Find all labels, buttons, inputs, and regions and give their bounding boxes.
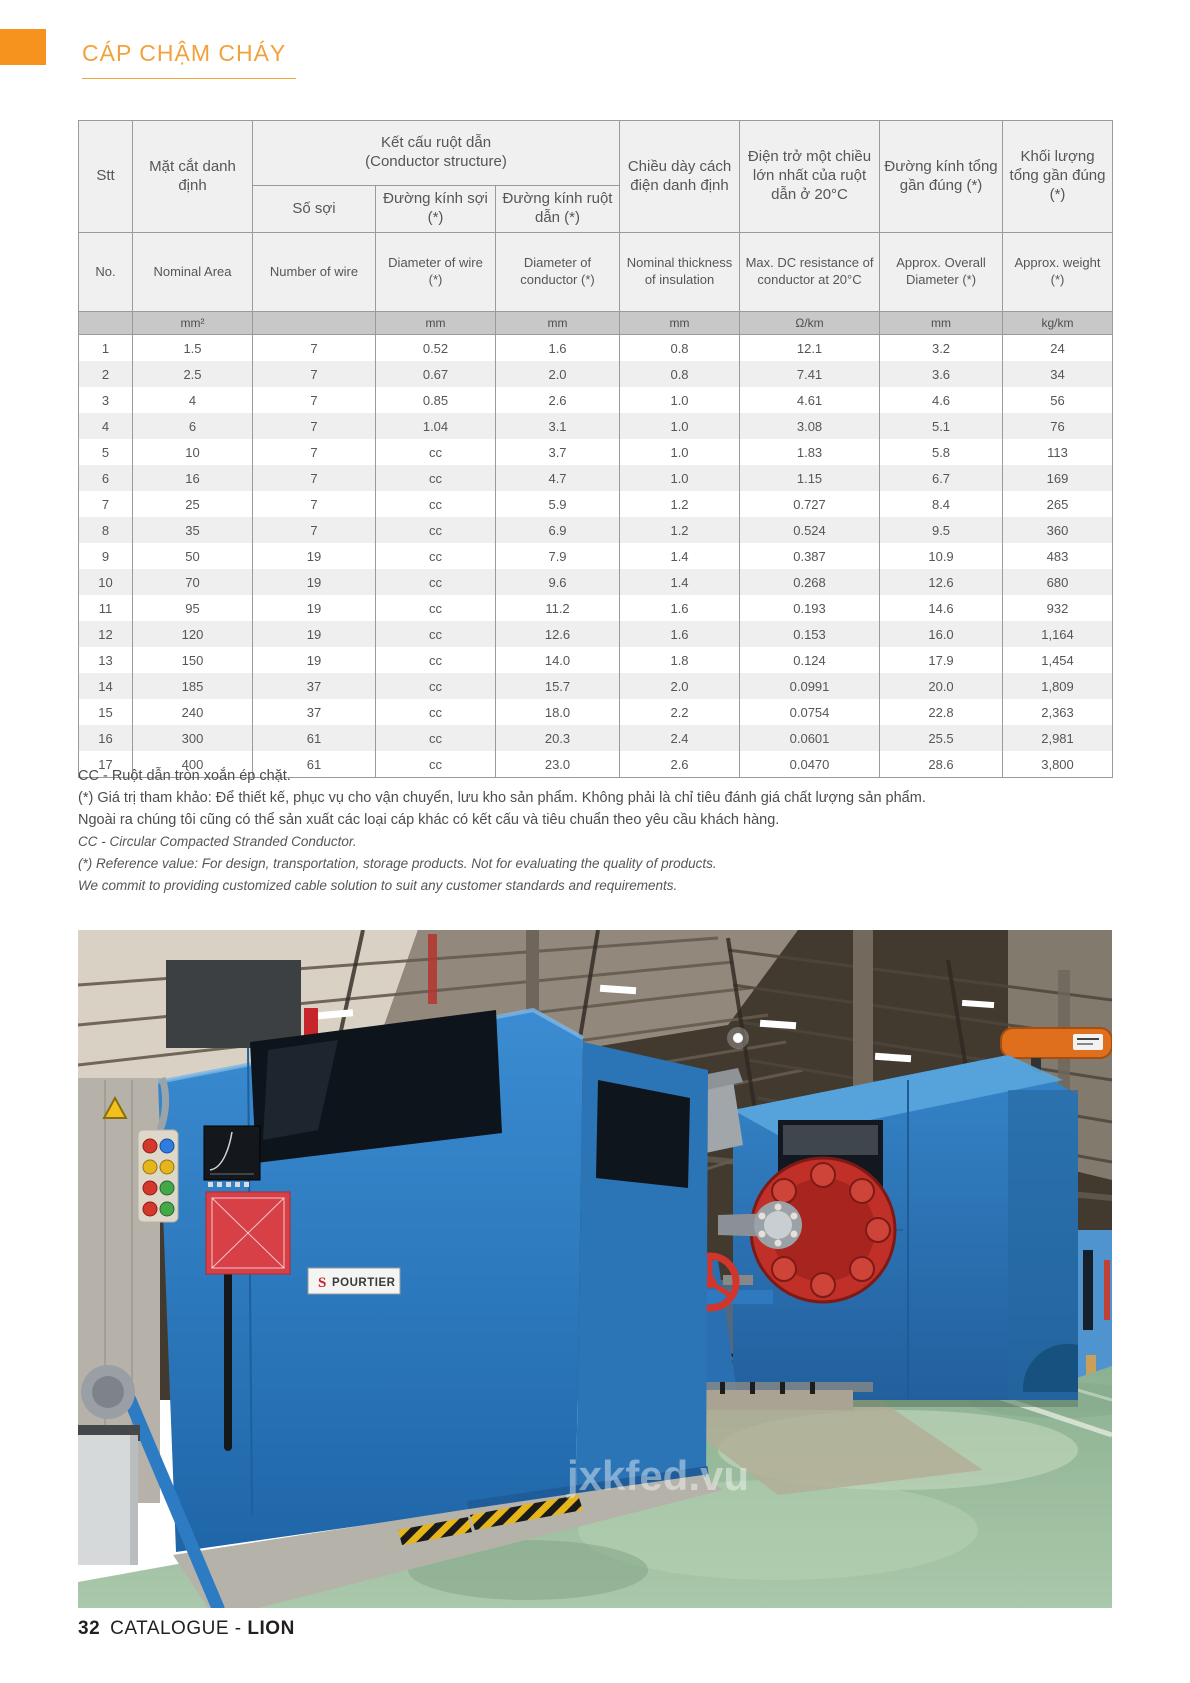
note-en-3: We commit to providing customized cable solution to suit any customer standards and requirements. [78,878,678,893]
table-cell: 185 [133,673,253,699]
table-cell: 0.268 [740,569,880,595]
table-cell: Nominal thickness of insulation [620,233,740,312]
note-vn-1: CC - Ruột dẫn tròn xoắn ép chặt. [78,768,291,784]
table-cell: 300 [133,725,253,751]
ket-cau-en: (Conductor structure) [365,153,507,170]
col-header-chieu-day: Chiều dày cách điện danh định [620,121,740,233]
table-cell: 1.4 [620,569,740,595]
table-cell: 1.6 [620,595,740,621]
table-cell: 0.727 [740,491,880,517]
table-cell: cc [376,751,496,778]
table-cell: 3.08 [740,413,880,439]
table-cell: Approx. weight (*) [1003,233,1113,312]
table-cell: 2.6 [496,387,620,413]
table-cell: 20.3 [496,725,620,751]
table-cell: mm [620,312,740,335]
page-footer [78,1618,295,1640]
table-cell: 1,164 [1003,621,1113,647]
table-cell: 34 [1003,361,1113,387]
units-row [79,312,1113,335]
table-cell: 483 [1003,543,1113,569]
table-cell: 14.6 [880,595,1003,621]
table-cell: 265 [1003,491,1113,517]
table-cell: 150 [133,647,253,673]
table-cell: 0.52 [376,335,496,362]
catalogue-text: CATALOGUE - [110,1618,242,1639]
table-cell: 17.9 [880,647,1003,673]
table-cell: mm [880,312,1003,335]
table-row [79,725,1113,751]
table-cell: 1.6 [496,335,620,362]
footnotes [78,765,1118,897]
table-cell: cc [376,621,496,647]
table-cell: 14.0 [496,647,620,673]
table-cell: cc [376,491,496,517]
table-cell: 11.2 [496,595,620,621]
table-row [79,699,1113,725]
table-cell: mm² [133,312,253,335]
table-cell: 4 [79,413,133,439]
table-row [79,621,1113,647]
table-cell: 61 [253,751,376,778]
col-header-so-soi: Số sợi [253,186,376,233]
col-header-stt: Stt [79,121,133,233]
table-cell: cc [376,595,496,621]
english-header-row [79,233,1113,312]
table-cell: cc [376,543,496,569]
table-cell: 5.1 [880,413,1003,439]
table-cell: 0.193 [740,595,880,621]
col-header-khoi-luong: Khối lượng tổng gần đúng (*) [1003,121,1113,233]
table-row [79,439,1113,465]
cable-spec-table [78,120,1112,778]
table-row [79,387,1113,413]
table-cell: 76 [1003,413,1113,439]
table-cell: 1.2 [620,491,740,517]
table-cell: cc [376,439,496,465]
table-cell: 2,981 [1003,725,1113,751]
table-cell: 1.2 [620,517,740,543]
table-cell: 9.5 [880,517,1003,543]
table-row [79,673,1113,699]
table-cell [79,312,133,335]
ket-cau-vn: Kết cấu ruột dẫn [380,134,492,152]
table-cell: 7 [253,387,376,413]
table-cell: 360 [1003,517,1113,543]
table-cell: 5.8 [880,439,1003,465]
table-cell: 19 [253,621,376,647]
table-cell: 3.2 [880,335,1003,362]
table-cell: 12.6 [496,621,620,647]
table-cell: cc [376,517,496,543]
table-cell: 16.0 [880,621,1003,647]
table-cell: 17 [79,751,133,778]
table-cell: 2 [79,361,133,387]
table-cell: 1,809 [1003,673,1113,699]
table-cell: 5.9 [496,491,620,517]
table-cell: 14 [79,673,133,699]
table-cell: 0.0991 [740,673,880,699]
table-cell: 22.8 [880,699,1003,725]
note-en-2: (*) Reference value: For design, transportation, storage products. Not for evaluating the quality of products. [78,856,717,871]
brand-text: POURTIER [332,1277,396,1289]
machine-brand-label [308,1268,400,1294]
table-row [79,569,1113,595]
table-cell: 2.6 [620,751,740,778]
table-cell: cc [376,673,496,699]
table-cell: cc [376,725,496,751]
col-header-dk-ruot-dan: Đường kính ruột dẫn (*) [496,186,620,233]
table-cell: Number of wire [253,233,376,312]
table-cell: 50 [133,543,253,569]
table-cell: 35 [133,517,253,543]
table-cell: cc [376,465,496,491]
table-cell: 1.4 [620,543,740,569]
table-cell: 1.0 [620,465,740,491]
photo-watermark: jxkfed.vu [566,1452,750,1499]
table-cell: 113 [1003,439,1113,465]
table-cell: 25 [133,491,253,517]
col-header-dien-tro: Điện trở một chiều lớn nhất của ruột dẫn ở 20°C [740,121,880,233]
table-row [79,491,1113,517]
table-cell: 0.387 [740,543,880,569]
table-cell: 95 [133,595,253,621]
page-number: 32 [78,1618,101,1639]
table-cell: 7 [253,361,376,387]
table-row [79,647,1113,673]
table-cell: 1.0 [620,413,740,439]
note-vn-3: Ngoài ra chúng tôi cũng có thể sản xuất các loại cáp khác có kết cấu và tiêu chuẩn theo yêu cầu khách hàng. [78,812,780,828]
table-cell: 16 [133,465,253,491]
table-cell: 1.0 [620,387,740,413]
factory-photo [78,930,1112,1608]
table-cell: 0.0601 [740,725,880,751]
table-cell: Diameter of wire (*) [376,233,496,312]
table-cell: 12.6 [880,569,1003,595]
table-cell: 7 [253,491,376,517]
table-cell: 18.0 [496,699,620,725]
table-cell [253,312,376,335]
table-cell: 61 [253,725,376,751]
table-row [79,595,1113,621]
table-row [79,361,1113,387]
table-cell: No. [79,233,133,312]
table-cell: 9.6 [496,569,620,595]
table-cell: 56 [1003,387,1113,413]
note-vn-2: (*) Giá trị tham khảo: Để thiết kế, phục vụ cho vận chuyển, lưu kho sản phẩm. Không phải là chỉ tiêu đánh giá chất lượng sản phẩm. [78,790,926,806]
table-cell: 0.85 [376,387,496,413]
table-cell: 19 [253,569,376,595]
table-cell: 5 [79,439,133,465]
table-cell: 19 [253,647,376,673]
table-cell: 28.6 [880,751,1003,778]
display-panel [204,1126,260,1187]
table-row [79,413,1113,439]
col-header-ket-cau [253,121,620,186]
table-cell: 13 [79,647,133,673]
table-cell: 2.0 [620,673,740,699]
table-cell: 7 [253,413,376,439]
table-cell: 240 [133,699,253,725]
table-cell: 3.1 [496,413,620,439]
table-cell: 10.9 [880,543,1003,569]
table-cell: 2.2 [620,699,740,725]
table-cell: 3 [79,387,133,413]
table-cell: cc [376,647,496,673]
table-cell: 7 [253,517,376,543]
title-underline [82,78,296,79]
table-cell: 0.524 [740,517,880,543]
table-cell: 680 [1003,569,1113,595]
table-cell: 37 [253,699,376,725]
table-cell: 4.7 [496,465,620,491]
table-cell: Max. DC resistance of conductor at 20°C [740,233,880,312]
table-cell: 23.0 [496,751,620,778]
table-cell: 1.0 [620,439,740,465]
table-cell: 16 [79,725,133,751]
table-cell: 4 [133,387,253,413]
page-title: CÁP CHẬM CHÁY [82,40,287,66]
table-cell: 11 [79,595,133,621]
table-cell: 169 [1003,465,1113,491]
table-cell: 0.67 [376,361,496,387]
table-cell: 7 [253,465,376,491]
table-cell: 9 [79,543,133,569]
table-cell: 70 [133,569,253,595]
note-en-1: CC - Circular Compacted Stranded Conductor. [78,834,357,849]
table-cell: 37 [253,673,376,699]
table-cell: 4.6 [880,387,1003,413]
table-cell: 400 [133,751,253,778]
table-cell: 10 [79,569,133,595]
table-cell: 0.153 [740,621,880,647]
table-cell: 7.41 [740,361,880,387]
table-cell: 6 [133,413,253,439]
table-cell: 15.7 [496,673,620,699]
table-cell: 2.5 [133,361,253,387]
table-cell: 7 [79,491,133,517]
table-cell: 19 [253,595,376,621]
table-cell: Nominal Area [133,233,253,312]
table-row [79,517,1113,543]
safety-sign [206,1192,290,1274]
table-cell: 7 [253,439,376,465]
table-cell: 19 [253,543,376,569]
col-header-dk-tong: Đường kính tổng gần đúng (*) [880,121,1003,233]
col-header-mat-cat: Mặt cắt danh định [133,121,253,233]
table-cell: 0.0470 [740,751,880,778]
control-pendant [138,1130,178,1222]
corner-accent-block [0,29,46,65]
table-cell: 6 [79,465,133,491]
table-cell: Approx. Overall Diameter (*) [880,233,1003,312]
table-cell: 25.5 [880,725,1003,751]
table-cell: 0.8 [620,361,740,387]
table-row [79,543,1113,569]
table-cell: 1.5 [133,335,253,362]
table-cell: 12.1 [740,335,880,362]
table-cell: cc [376,699,496,725]
table-cell: Ω/km [740,312,880,335]
table-cell: 3.7 [496,439,620,465]
table-row [79,465,1113,491]
table-cell: 15 [79,699,133,725]
table-cell: 3.6 [880,361,1003,387]
table-cell: 0.0754 [740,699,880,725]
brand-name: LION [247,1618,295,1639]
table-cell: 0.8 [620,335,740,362]
table-cell: 120 [133,621,253,647]
table-cell: 24 [1003,335,1113,362]
brand-logo-letter: S [318,1275,327,1291]
table-cell: 1.15 [740,465,880,491]
table-cell: 1 [79,335,133,362]
table-cell: 7 [253,335,376,362]
table-cell: kg/km [1003,312,1113,335]
table-cell: 2.4 [620,725,740,751]
table-cell: mm [376,312,496,335]
table-cell: 3,800 [1003,751,1113,778]
table-cell: 4.61 [740,387,880,413]
table-cell: 8 [79,517,133,543]
spec-table-body [79,335,1113,778]
table-cell: 10 [133,439,253,465]
table-cell: 1.8 [620,647,740,673]
table-cell: 1,454 [1003,647,1113,673]
table-cell: cc [376,569,496,595]
table-cell: 2.0 [496,361,620,387]
col-header-dk-soi: Đường kính sợi (*) [376,186,496,233]
table-row [79,335,1113,362]
table-cell: 1.04 [376,413,496,439]
table-cell: 6.7 [880,465,1003,491]
table-cell: 20.0 [880,673,1003,699]
table-cell: 0.124 [740,647,880,673]
table-cell: 7.9 [496,543,620,569]
table-cell: mm [496,312,620,335]
table-cell: 12 [79,621,133,647]
table-cell: 932 [1003,595,1113,621]
table-cell: 2,363 [1003,699,1113,725]
table-cell: 1.83 [740,439,880,465]
table-cell: 6.9 [496,517,620,543]
table-cell: 1.6 [620,621,740,647]
table-cell: 8.4 [880,491,1003,517]
table-cell: Diameter of conductor (*) [496,233,620,312]
